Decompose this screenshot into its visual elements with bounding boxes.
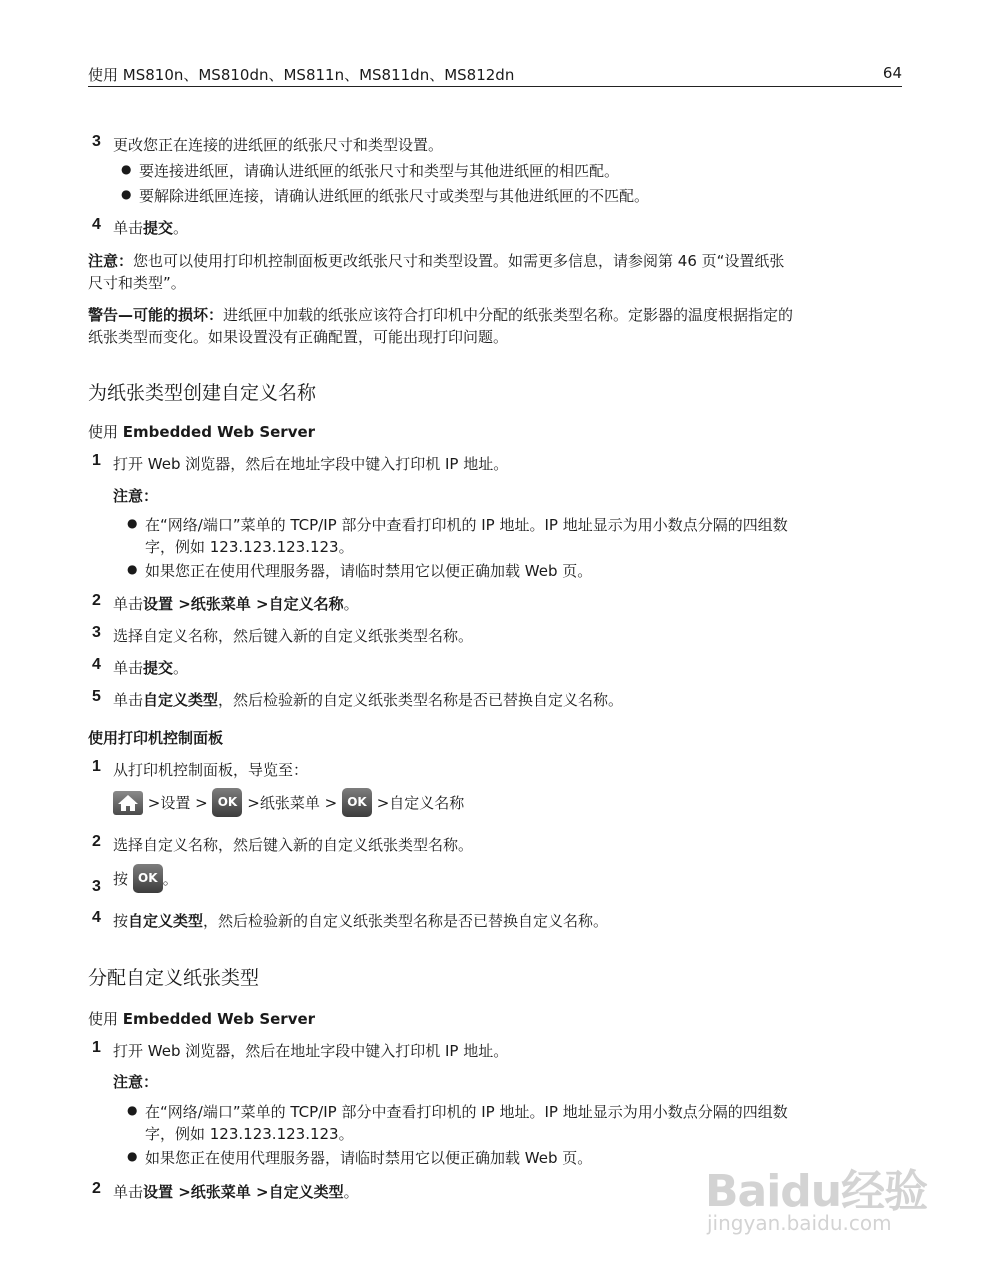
bullet-text: 如果您正在使用代理服务器，请临时禁用它以便正确加载 Web 页。 xyxy=(145,562,593,580)
step-text: 更改您正在连接的进纸匣的纸张尺寸和类型设置。 xyxy=(113,136,444,154)
header-title: 使用 MS810n、MS810dn、MS811n、MS811dn、MS812dn xyxy=(88,66,515,84)
bullet-text-cont: 字，例如 123.123.123.123。 xyxy=(145,1125,354,1143)
bullet-text: 在“网络/端口”菜单的 TCP/IP 部分中查看打印机的 IP 地址。IP 地址显示为用小数点分隔的四组数 xyxy=(145,516,788,534)
bullet-icon: ● xyxy=(121,187,132,201)
page-header xyxy=(88,64,902,87)
step-text: 单击自定义类型，然后检验新的自定义纸张类型名称是否已替换自定义名称。 xyxy=(113,691,624,709)
step-text: 单击提交。 xyxy=(113,659,189,677)
warning-paragraph: 警告—可能的损坏：进纸匣中加载的纸张应该符合打印机中分配的纸张类型名称。定影器的温度根据指定的 xyxy=(88,306,794,324)
step-number: 2 xyxy=(92,1180,101,1197)
step-number: 4 xyxy=(92,909,101,926)
bullet-icon: ● xyxy=(127,516,138,530)
step-text: 单击设置 >纸张菜单 >自定义名称。 xyxy=(113,595,359,613)
section-heading: 分配自定义纸张类型 xyxy=(88,967,260,989)
watermark-logo: Baidu经验 xyxy=(705,1166,928,1217)
step-number: 1 xyxy=(92,758,101,775)
step-number: 2 xyxy=(92,592,101,609)
ok-icon: OK xyxy=(212,788,242,817)
bullet-text: 要连接进纸匣，请确认进纸匣的纸张尺寸和类型与其他进纸匣的相匹配。 xyxy=(139,162,620,180)
step-text: 按 OK 。 xyxy=(113,864,178,893)
ok-icon: OK xyxy=(342,788,372,817)
bullet-text-cont: 字，例如 123.123.123.123。 xyxy=(145,538,354,556)
note-label: 注意： xyxy=(113,487,159,505)
subsection-heading: 使用打印机控制面板 xyxy=(88,729,224,747)
navigation-path: >设置 > OK >纸张菜单 > OK >自定义名称 xyxy=(113,788,464,817)
watermark-url: jingyan.baidu.com xyxy=(707,1211,892,1235)
home-icon xyxy=(113,791,143,815)
step-number: 4 xyxy=(92,656,101,673)
ok-icon: OK xyxy=(133,864,163,893)
warning-paragraph-cont: 纸张类型而变化。如果设置没有正确配置，可能出现打印问题。 xyxy=(88,328,509,346)
bullet-icon: ● xyxy=(127,1103,138,1117)
step-text: 从打印机控制面板，导览至： xyxy=(113,761,309,779)
step-number: 1 xyxy=(92,1039,101,1056)
step-text: 按自定义类型，然后检验新的自定义纸张类型名称是否已替换自定义名称。 xyxy=(113,912,609,930)
step-number: 1 xyxy=(92,452,101,469)
step-text: 打开 Web 浏览器，然后在地址字段中键入打印机 IP 地址。 xyxy=(113,1042,509,1060)
note-label: 注意： xyxy=(88,252,134,270)
section-heading: 为纸张类型创建自定义名称 xyxy=(88,382,317,404)
baidu-watermark xyxy=(695,1145,945,1265)
note-paragraph: 注意：您也可以使用打印机控制面板更改纸张尺寸和类型设置。如需更多信息，请参阅第 46 页“设置纸张 xyxy=(88,252,785,270)
step-number: 3 xyxy=(92,624,101,641)
step-text: 选择自定义名称，然后键入新的自定义纸张类型名称。 xyxy=(113,627,474,645)
subsection-heading: 使用 Embedded Web Server xyxy=(88,1010,316,1028)
page-number: 64 xyxy=(882,64,902,82)
bullet-icon: ● xyxy=(127,562,138,576)
step-text: 单击提交。 xyxy=(113,219,189,237)
step-number: 4 xyxy=(92,216,101,233)
warning-label: 警告—可能的损坏： xyxy=(88,306,224,324)
step-text: 选择自定义名称，然后键入新的自定义纸张类型名称。 xyxy=(113,836,474,854)
step-number: 3 xyxy=(92,133,101,150)
step-number: 5 xyxy=(92,688,101,705)
step-text: 打开 Web 浏览器，然后在地址字段中键入打印机 IP 地址。 xyxy=(113,455,509,473)
bullet-text: 在“网络/端口”菜单的 TCP/IP 部分中查看打印机的 IP 地址。IP 地址显示为用小数点分隔的四组数 xyxy=(145,1103,788,1121)
bullet-text: 要解除进纸匣连接，请确认进纸匣的纸张尺寸或类型与其他进纸匣的不匹配。 xyxy=(139,187,650,205)
step-text: 单击设置 >纸张菜单 >自定义类型。 xyxy=(113,1183,359,1201)
step-number: 2 xyxy=(92,833,101,850)
step-number: 3 xyxy=(92,878,101,895)
note-paragraph-cont: 尺寸和类型”。 xyxy=(88,274,186,292)
note-label: 注意： xyxy=(113,1073,159,1091)
subsection-heading: 使用 Embedded Web Server xyxy=(88,423,316,441)
bullet-icon: ● xyxy=(121,162,132,176)
bullet-icon: ● xyxy=(127,1149,138,1163)
bullet-text: 如果您正在使用代理服务器，请临时禁用它以便正确加载 Web 页。 xyxy=(145,1149,593,1167)
